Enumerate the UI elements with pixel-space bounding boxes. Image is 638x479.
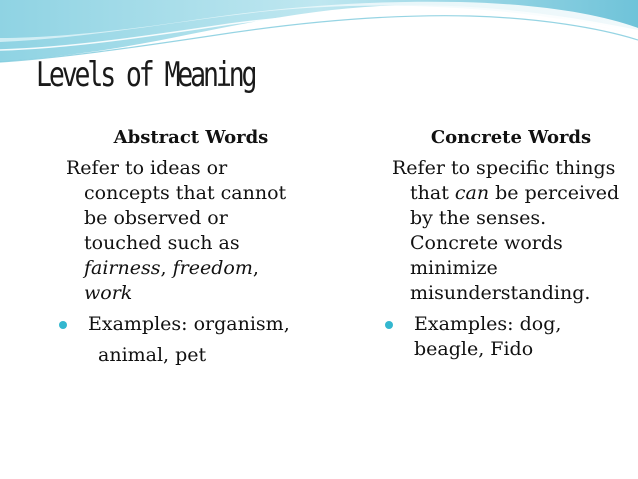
concrete-examples-line-1: Examples: dog, — [414, 313, 562, 335]
bullet-dot-icon — [59, 321, 67, 329]
concrete-words-definition — [392, 156, 630, 306]
abstract-examples-item — [66, 312, 316, 368]
separator: , — [252, 257, 259, 279]
abstract-words-definition — [66, 156, 316, 306]
definition-text: Refer to ideas or concepts that cannot be observed or touched such as — [66, 157, 287, 254]
italic-example-work: work — [84, 282, 133, 304]
slide-title: Levels of Meaning — [36, 55, 255, 95]
italic-example-freedom: freedom — [172, 257, 253, 279]
abstract-examples-line-1: Examples: organism, — [88, 313, 290, 335]
abstract-words-heading: Abstract Words — [113, 127, 269, 148]
abstract-words-column — [66, 125, 316, 368]
abstract-examples-line-2: animal, pet — [98, 344, 207, 366]
concrete-examples-line-2: beagle, Fido — [414, 338, 534, 360]
separator: , — [160, 257, 173, 279]
concrete-words-heading: Concrete Words — [430, 127, 592, 148]
bullet-dot-icon — [385, 321, 393, 329]
definition-text: be perceived by the senses. Concrete words minimize misunderstanding. — [410, 182, 620, 304]
definition-text: Refer to specific things that — [392, 157, 616, 204]
concrete-examples-item — [392, 312, 630, 362]
concrete-words-column — [392, 125, 630, 362]
italic-can: can — [454, 182, 490, 204]
italic-example-fairness: fairness — [84, 257, 161, 279]
